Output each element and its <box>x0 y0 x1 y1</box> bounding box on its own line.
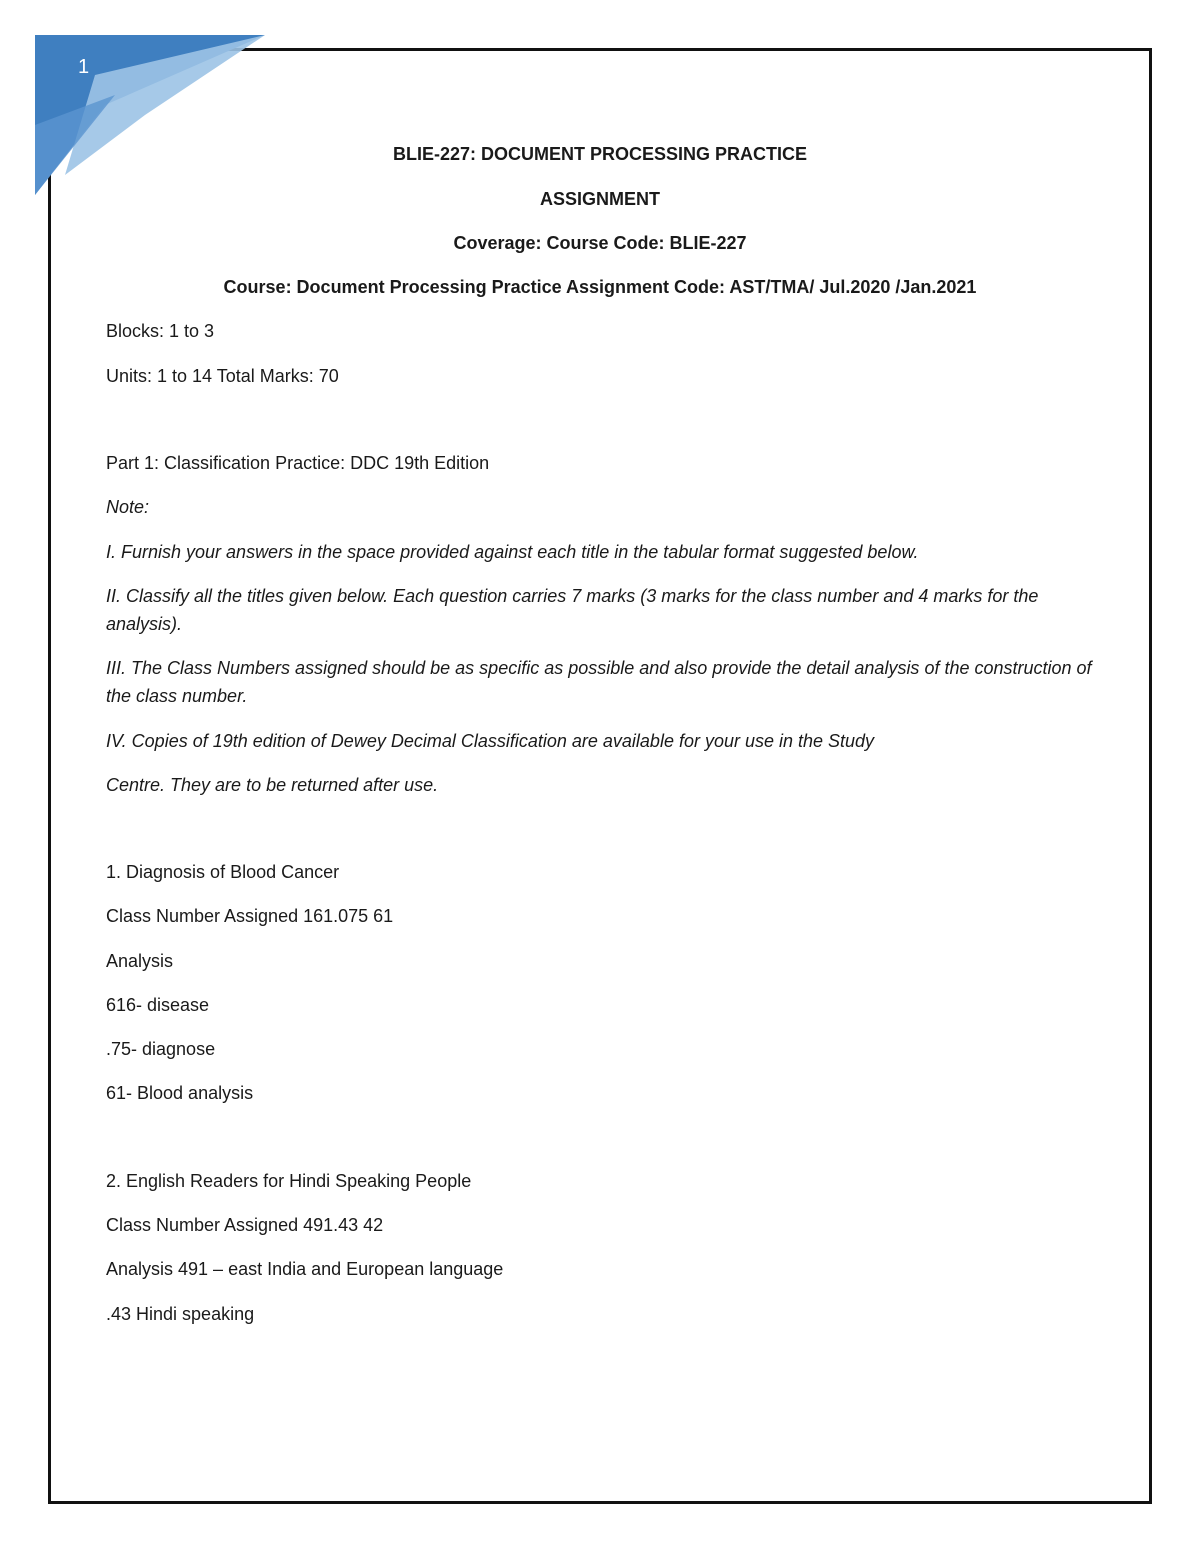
analysis-item: .75- diagnose <box>106 1039 216 1059</box>
page-number: 1 <box>78 56 90 78</box>
question-title: 1. Diagnosis of Blood Cancer <box>106 862 340 882</box>
document-title: BLIE-227: DOCUMENT PROCESSING PRACTICE <box>392 144 808 164</box>
corner-decoration <box>35 35 265 195</box>
blocks-line: Blocks: 1 to 3 <box>106 321 215 341</box>
course-line: Course: Document Processing Practice Assignment Code: AST/TMA/ Jul.2020 /Jan.2021 <box>223 277 977 297</box>
analysis-item: 616- disease <box>106 995 210 1015</box>
class-number: Class Number Assigned 491.43 42 <box>106 1215 384 1235</box>
note-item: II. Classify all the titles given below. Each question carries 7 marks (3 marks for the class number and 4 marks for the analysis). <box>106 586 1039 634</box>
note-label: Note: <box>106 497 150 517</box>
analysis-item: .43 Hindi speaking <box>106 1304 255 1324</box>
note-item: IV. Copies of 19th edition of Dewey Decimal Classification are available for your use in the Study <box>106 731 875 751</box>
class-number: Class Number Assigned 161.075 61 <box>106 906 394 926</box>
note-item: III. The Class Numbers assigned should be as specific as possible and also provide the detail analysis of the construction of the class number. <box>106 658 1092 706</box>
document-subtitle: ASSIGNMENT <box>539 189 660 209</box>
analysis-label: Analysis 491 – east India and European language <box>106 1259 504 1279</box>
question-title: 2. English Readers for Hindi Speaking People <box>106 1171 472 1191</box>
note-item: Centre. They are to be returned after use. <box>106 775 439 795</box>
analysis-item: 61- Blood analysis <box>106 1083 254 1103</box>
coverage-line: Coverage: Course Code: BLIE-227 <box>453 233 747 253</box>
analysis-label: Analysis <box>106 951 174 971</box>
part1-heading: Part 1: Classification Practice: DDC 19th Edition <box>106 453 490 473</box>
note-item: I. Furnish your answers in the space provided against each title in the tabular format suggested below. <box>106 542 919 562</box>
units-line: Units: 1 to 14 Total Marks: 70 <box>106 366 339 386</box>
